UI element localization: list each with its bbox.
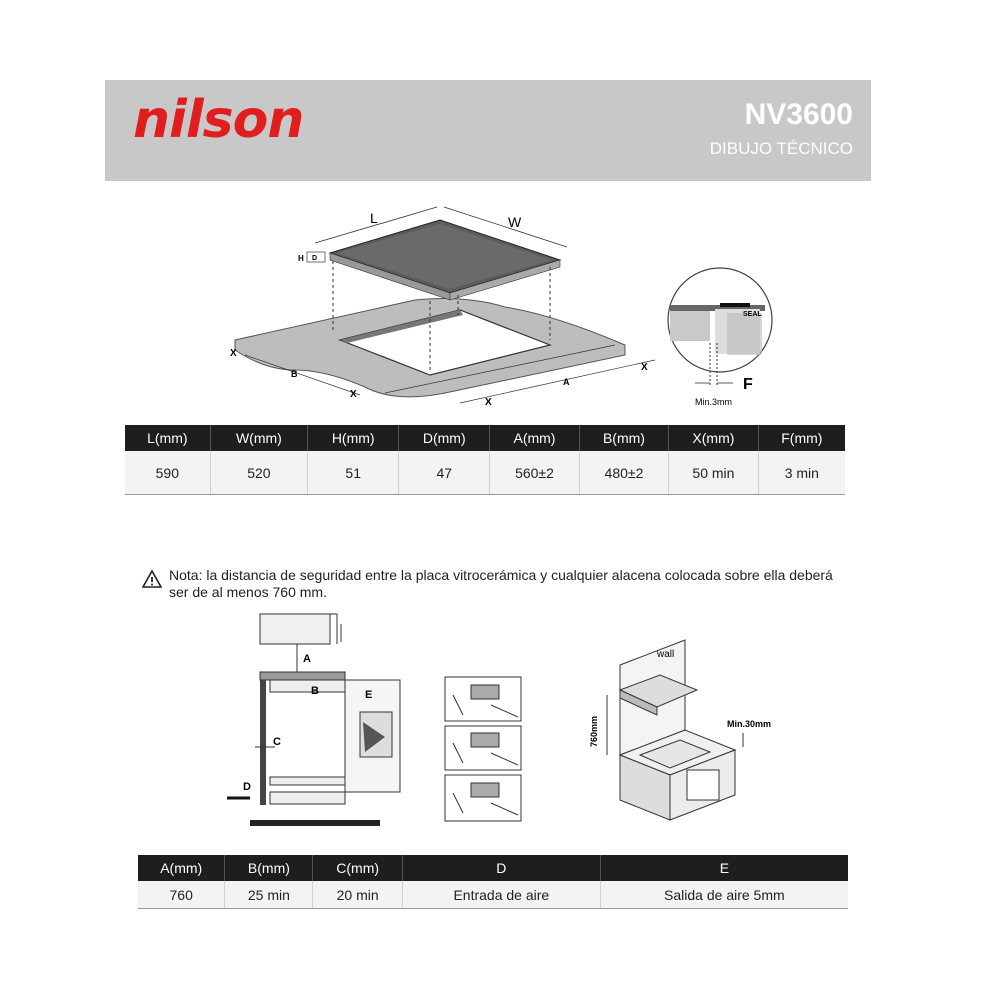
clearance-table <box>138 855 848 909</box>
dim-label-a: A <box>563 377 570 387</box>
hood-clearance-diagram <box>585 635 785 825</box>
model-title: NV3600 <box>744 98 853 131</box>
hob-installation-diagram <box>215 205 675 415</box>
label-min-30mm: Min.30mm <box>727 719 772 729</box>
table-header-cell: D <box>402 855 600 881</box>
dim-label-x-left: X <box>230 348 237 359</box>
warning-icon <box>142 569 162 589</box>
label-c: C <box>273 736 281 748</box>
dim-label-h: H <box>298 254 304 263</box>
note-text: Nota: la distancia de seguridad entre la placa vitrocerámica y cualquier alacena colocada sobre ella deberá ser de al menos 760 mm. <box>169 567 833 600</box>
table-cell: 51 <box>308 451 399 495</box>
table-cell: 560±2 <box>490 451 579 495</box>
table-cell: 47 <box>399 451 490 495</box>
brand-logo: nilson <box>133 90 304 150</box>
table-cell: 20 min <box>313 881 403 909</box>
dim-label-x-right: X <box>641 362 648 373</box>
table-header-row <box>138 855 848 881</box>
table-cell: 25 min <box>225 881 313 909</box>
header-banner <box>105 80 871 181</box>
table-cell: 520 <box>210 451 308 495</box>
table-row <box>138 881 848 909</box>
label-e: E <box>365 689 373 701</box>
table-header-cell: W(mm) <box>210 425 308 451</box>
seal-label-f: F <box>743 376 753 393</box>
table-header-cell: H(mm) <box>308 425 399 451</box>
dim-label-x-bottom: X <box>485 397 492 408</box>
ventilation-detail-diagram <box>443 675 525 825</box>
table-header-cell: A(mm) <box>490 425 579 451</box>
table-row <box>125 451 845 495</box>
table-header-cell: A(mm) <box>138 855 225 881</box>
table-cell: Salida de aire 5mm <box>600 881 848 909</box>
table-cell: 480±2 <box>579 451 668 495</box>
seal-min-gap: Min.3mm <box>695 397 733 407</box>
label-a: A <box>303 653 311 665</box>
table-cell: 3 min <box>758 451 845 495</box>
hob-dimensions-table <box>125 425 845 495</box>
table-header-row <box>125 425 845 451</box>
table-header-cell: B(mm) <box>579 425 668 451</box>
table-header-cell: L(mm) <box>125 425 210 451</box>
label-b: B <box>311 685 319 697</box>
table-cell: Entrada de aire <box>402 881 600 909</box>
table-header-cell: D(mm) <box>399 425 490 451</box>
dim-label-b: B <box>291 369 298 379</box>
label-wall: wall <box>657 649 675 660</box>
table-header-cell: F(mm) <box>758 425 845 451</box>
table-cell: 760 <box>138 881 225 909</box>
dim-label-d: D <box>312 255 318 262</box>
dim-label-x-bottom-left: X <box>350 389 357 400</box>
table-header-cell: C(mm) <box>313 855 403 881</box>
table-cell: 50 min <box>669 451 759 495</box>
label-d: D <box>243 781 251 793</box>
cabinet-clearance-diagram <box>225 612 405 832</box>
table-header-cell: B(mm) <box>225 855 313 881</box>
label-760mm: 760mm <box>589 715 599 747</box>
seal-label: SEAL <box>743 311 762 318</box>
document-subtitle: DIBUJO TÉCNICO <box>709 139 853 158</box>
dim-label-w: W <box>508 214 522 230</box>
seal-detail-diagram <box>665 265 785 410</box>
table-header-cell: E <box>600 855 848 881</box>
table-header-cell: X(mm) <box>669 425 759 451</box>
table-cell: 590 <box>125 451 210 495</box>
dim-label-l: L <box>370 210 378 226</box>
